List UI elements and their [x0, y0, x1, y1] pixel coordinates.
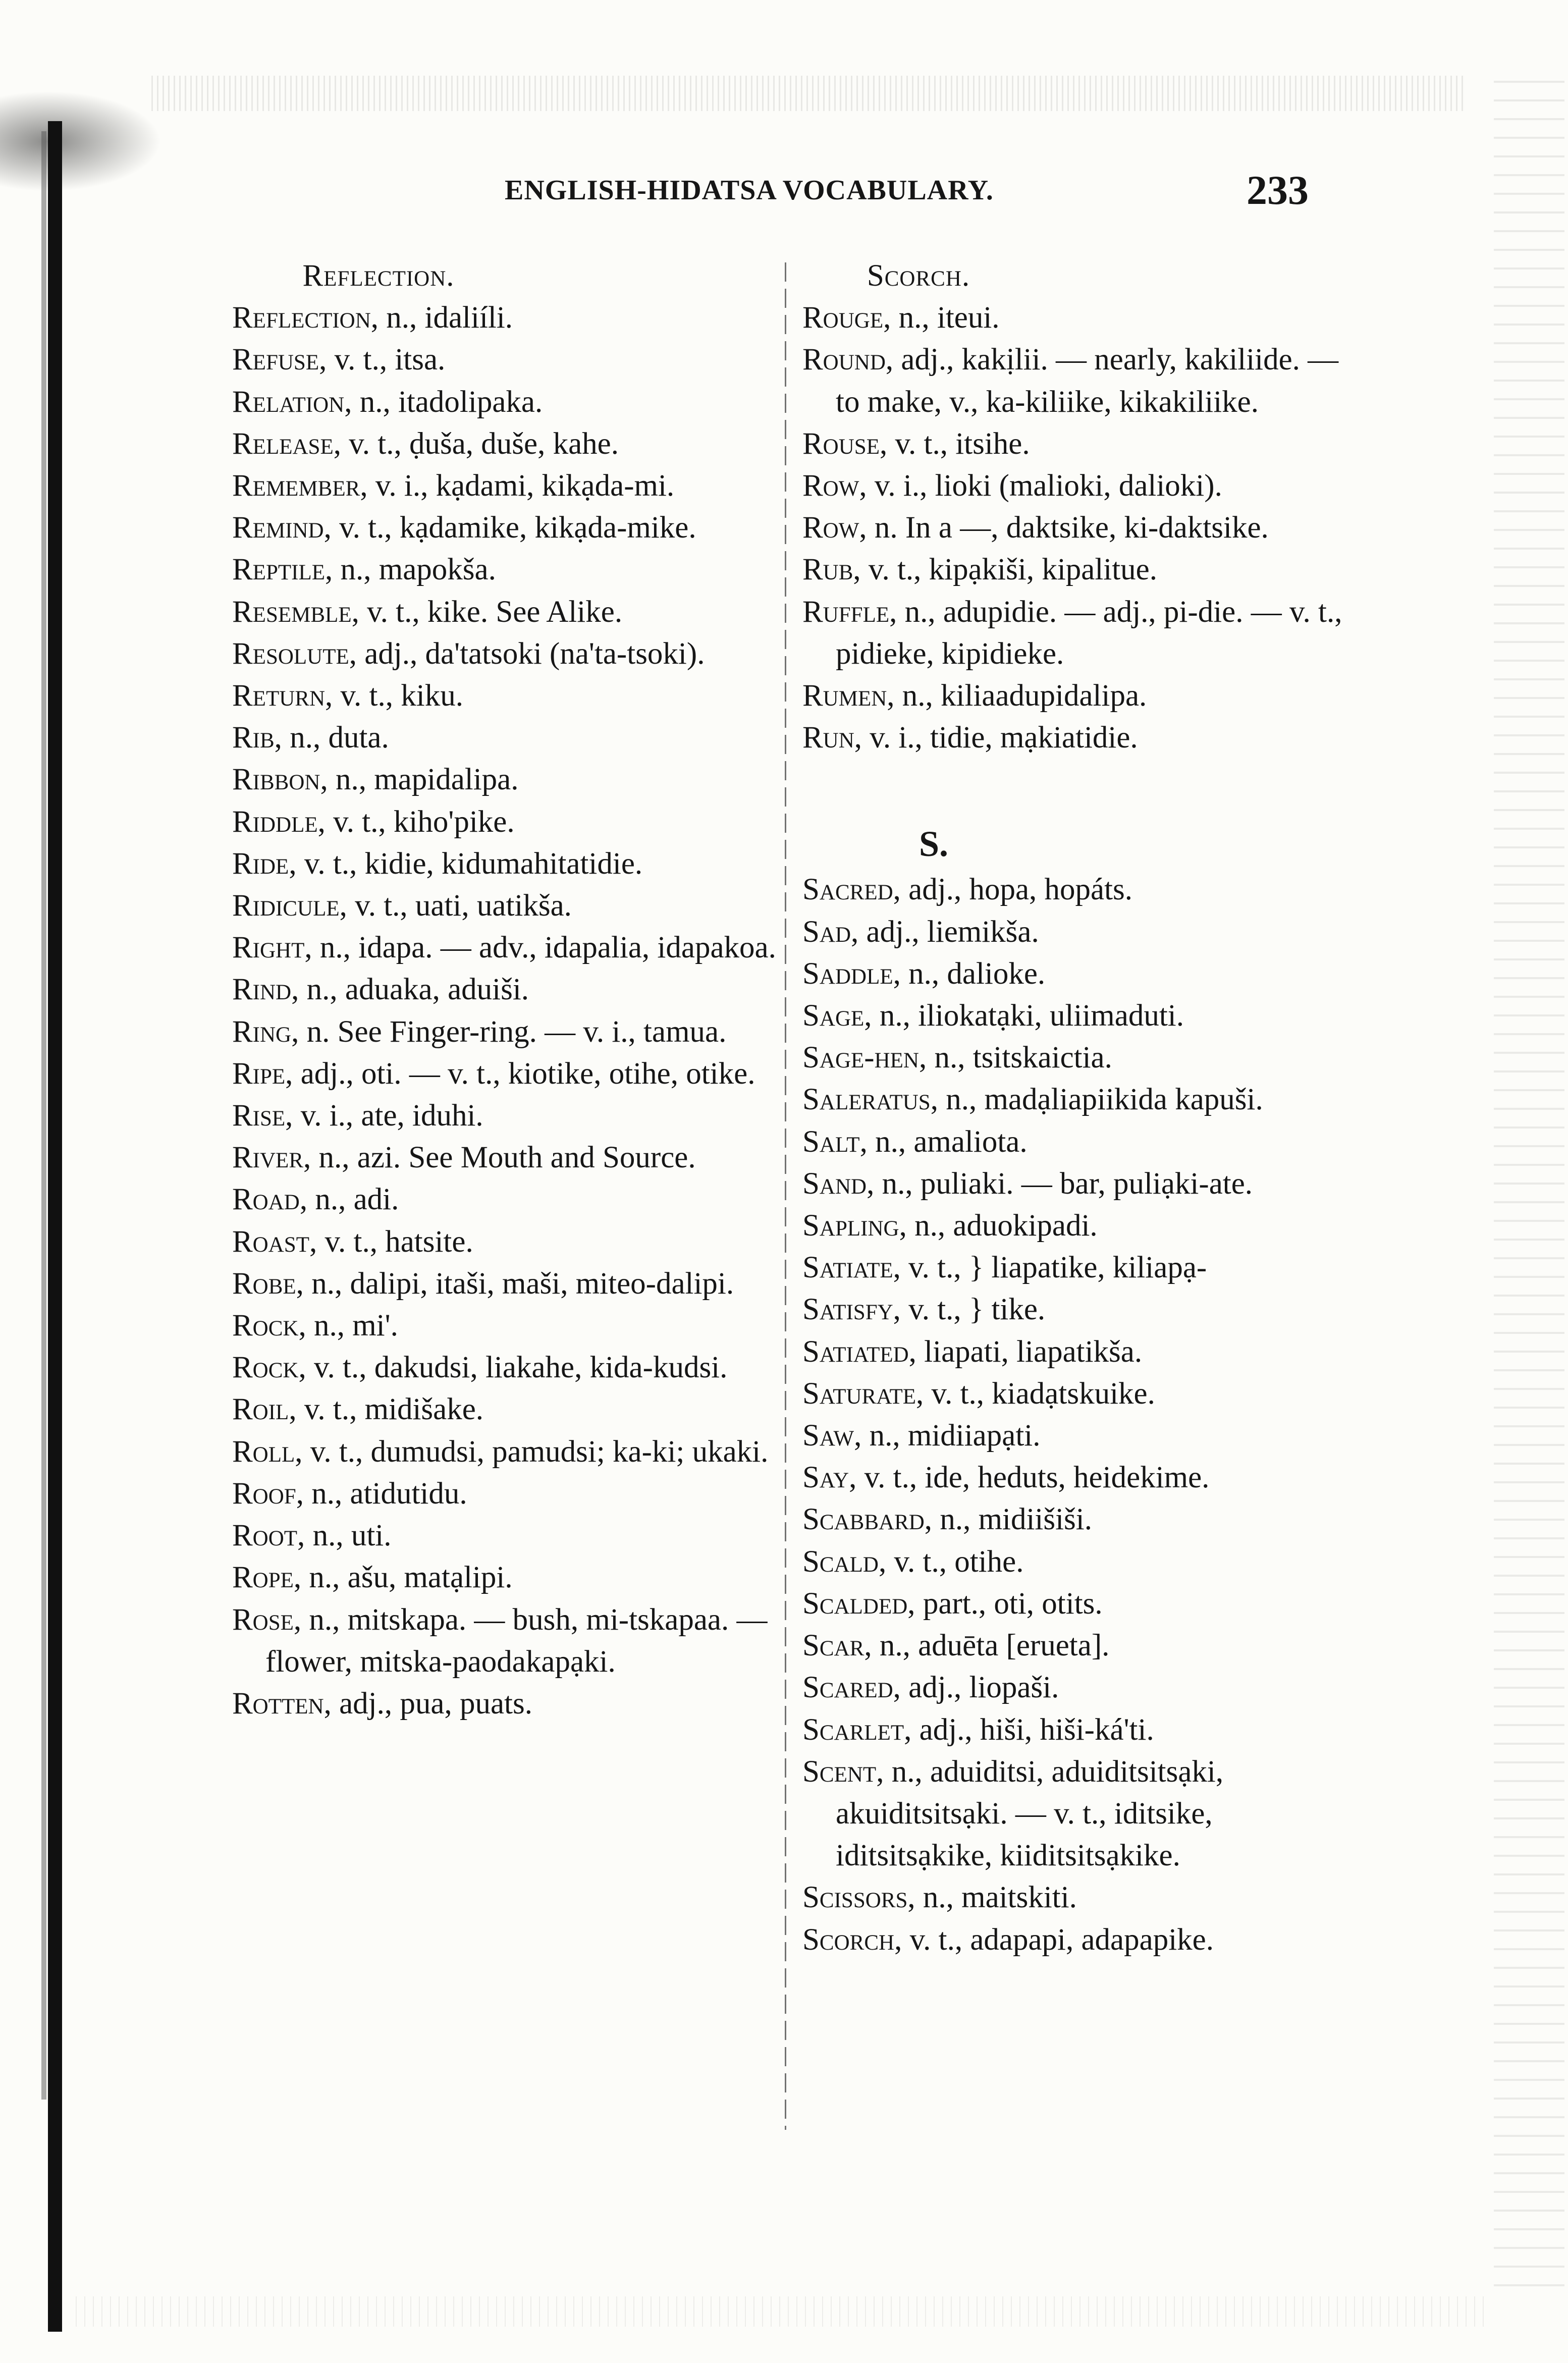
dictionary-entry [232, 1178, 777, 1220]
entry-definition: n., duta. [282, 721, 389, 755]
guide-word: Reflection. [302, 259, 455, 293]
dictionary-entry [802, 953, 1347, 995]
dictionary-entry [232, 381, 777, 423]
entry-headword: Ride, [232, 846, 297, 881]
entry-headword: Scalded, [802, 1586, 915, 1621]
entry-headword: Rotten, [232, 1686, 332, 1721]
dictionary-entry [232, 465, 777, 507]
entry-definition: v. t., midišake. [296, 1392, 484, 1427]
dictionary-entry [232, 1137, 777, 1178]
dictionary-entry [232, 1431, 777, 1473]
dictionary-entry [802, 339, 1347, 422]
entry-definition: v. t., } tike. [900, 1293, 1046, 1327]
guide-word: Scorch. [867, 259, 970, 293]
entry-headword: Sand, [802, 1166, 875, 1201]
entry-headword: Scar, [802, 1629, 872, 1663]
entry-definition: n., aduaka, aduiši. [299, 973, 529, 1007]
entry-headword: Root, [232, 1519, 305, 1553]
entry-headword: Round, [802, 343, 894, 377]
entry-definition: n., dalipi, itaši, maši, miteo-dalipi. [303, 1266, 734, 1301]
entry-definition: n., mi'. [306, 1309, 398, 1343]
entry-definition: n., tsitskaictia. [927, 1041, 1112, 1075]
entry-headword: Roof, [232, 1476, 304, 1511]
entry-headword: Riddle, [232, 804, 326, 839]
entry-headword: Rind, [232, 973, 299, 1007]
entry-definition: v. i., kạdami, kikạda-mi. [367, 469, 675, 503]
entry-headword: Say, [802, 1461, 857, 1495]
dictionary-entry [802, 1037, 1347, 1079]
entry-definition: v. t., kiku. [333, 679, 463, 713]
entry-headword: Sage-hen, [802, 1041, 927, 1075]
entry-headword: Resolute, [232, 636, 357, 671]
entry-definition: n., dalioke. [900, 956, 1046, 991]
entry-headword: Row, [802, 469, 867, 503]
entry-definition: n., mapokša. [333, 553, 496, 587]
entry-headword: Ring, [232, 1014, 299, 1049]
entry-headword: Satisfy, [802, 1293, 901, 1327]
page-number: 233 [1247, 167, 1309, 213]
dictionary-entry [802, 465, 1347, 507]
dictionary-entry [232, 675, 777, 717]
entry-definition: v. t., dumudsi, pamudsi; ka-ki; ukaki. [302, 1434, 769, 1469]
entry-definition: v. t., dakudsi, liakahe, kida-kudsi. [306, 1351, 728, 1385]
entry-headword: Roll, [232, 1434, 303, 1469]
dictionary-entry [232, 1515, 777, 1556]
dictionary-entry [802, 423, 1347, 465]
entry-definition: n., idaliíli. [379, 301, 513, 335]
entry-definition: part., oti, otits. [915, 1586, 1103, 1621]
dictionary-entry [232, 1347, 777, 1388]
entry-definition: v. t., kiho'pike. [325, 804, 515, 839]
entry-headword: Scared, [802, 1671, 901, 1705]
entry-definition: n., mapidalipa. [328, 763, 519, 797]
dictionary-entry [802, 297, 1347, 339]
entry-definition: v. t., ḍuša, duše, kahe. [341, 426, 619, 461]
dictionary-entry [802, 1583, 1347, 1625]
entry-headword: Return, [232, 679, 333, 713]
dictionary-entry [802, 1709, 1347, 1751]
entry-headword: Sacred, [802, 873, 901, 907]
entry-headword: Rise, [232, 1099, 293, 1133]
entry-headword: Resemble, [232, 595, 359, 629]
entry-headword: Rock, [232, 1351, 306, 1385]
entry-definition: adj., pua, puats. [331, 1686, 532, 1721]
dictionary-entry [232, 1221, 777, 1263]
dictionary-entry [232, 1263, 777, 1305]
entry-definition: n., maitskiti. [915, 1881, 1077, 1915]
entry-definition: v. t., kike. See Alike. [359, 595, 623, 629]
entry-headword: Roil, [232, 1392, 297, 1427]
entry-definition: v. t., kiadạtskuike. [924, 1376, 1155, 1411]
dictionary-entry [232, 1305, 777, 1347]
entry-headword: Ribbon, [232, 763, 328, 797]
entry-definition: n., midiišiši. [932, 1502, 1092, 1537]
entry-definition: v. t., uati, uatikša. [347, 889, 572, 923]
dictionary-entry [802, 911, 1347, 953]
entry-headword: Relation, [232, 385, 352, 419]
entry-definition: adj., kakịlii. — nearly, kakiliide. — to make, v., ka-kiliike, kikakiliike. [836, 343, 1339, 419]
entry-headword: Release, [232, 426, 341, 461]
dictionary-entry [802, 1751, 1347, 1877]
entry-definition: n., uti. [305, 1519, 392, 1553]
entry-headword: Run, [802, 721, 862, 755]
entry-definition: n., amaliota. [867, 1124, 1028, 1159]
dictionary-entry [802, 1163, 1347, 1205]
entry-headword: Ruffle, [802, 595, 897, 629]
dictionary-entry [232, 549, 777, 590]
entry-headword: Sapling, [802, 1209, 907, 1243]
entry-definition: v. t., otihe. [886, 1544, 1024, 1579]
entry-headword: Scabbard, [802, 1502, 933, 1537]
dictionary-entry [802, 1541, 1347, 1583]
entry-definition: v. t., itsihe. [887, 426, 1030, 461]
entry-definition: adj., liopaši. [900, 1671, 1059, 1705]
entry-headword: Scissors, [802, 1881, 915, 1915]
entry-headword: Roast, [232, 1224, 317, 1259]
dictionary-entry [802, 675, 1347, 717]
entry-headword: Scarlet, [802, 1712, 912, 1747]
dictionary-entry [232, 1556, 777, 1598]
entry-headword: Rub, [802, 553, 861, 587]
entry-headword: Satiate, [802, 1251, 901, 1285]
entry-definition: n., azi. See Mouth and Source. [311, 1141, 696, 1175]
dictionary-entry [232, 969, 777, 1010]
dictionary-entry [802, 1498, 1347, 1540]
entry-definition: v. i., lioki (malioki, dalioki). [867, 469, 1222, 503]
entry-headword: Remind, [232, 511, 332, 545]
dictionary-entry [232, 591, 777, 633]
entry-definition: liapati, liapatikša. [916, 1334, 1143, 1369]
dictionary-entry [802, 1247, 1347, 1288]
entry-definition: adj., da'tatsoki (na'ta-tsoki). [357, 636, 705, 671]
dictionary-entry [232, 423, 777, 465]
dictionary-entry [802, 1457, 1347, 1498]
entry-definition: adj., oti. — v. t., kiotike, otihe, otike. [293, 1056, 755, 1091]
entry-definition: n., midiiapạti. [861, 1419, 1041, 1453]
left-column [232, 255, 777, 1725]
entry-definition: adj., liemikša. [858, 915, 1039, 949]
dictionary-entry [802, 1373, 1347, 1415]
dictionary-entry [802, 995, 1347, 1037]
dictionary-entry [802, 1667, 1347, 1708]
entry-definition: v. t., kidie, kidumahitatidie. [296, 846, 643, 881]
entry-definition: n., adi. [307, 1183, 399, 1217]
entry-headword: Sage, [802, 999, 872, 1033]
dictionary-entry [802, 1415, 1347, 1457]
dictionary-entry [232, 1053, 777, 1095]
dictionary-entry [232, 717, 777, 759]
entry-headword: Ridicule, [232, 889, 347, 923]
entry-headword: Rope, [232, 1561, 302, 1595]
dictionary-entry [802, 507, 1347, 549]
entry-definition: v. t., } liapatike, kiliapạ- [900, 1251, 1207, 1285]
binding-edge [48, 121, 62, 2332]
entry-headword: Salt, [802, 1124, 868, 1159]
dictionary-entry [802, 1331, 1347, 1373]
binding-shadow [41, 131, 46, 2100]
entry-headword: Scorch, [802, 1922, 902, 1957]
entry-definition: n., puliaki. — bar, puliạki-ate. [874, 1166, 1253, 1201]
entry-definition: adj., hiši, hiši-ká'ti. [911, 1712, 1154, 1747]
entry-headword: Refuse, [232, 343, 327, 377]
dictionary-entry [232, 1473, 777, 1515]
entry-definition: n., aduēta [erueta]. [872, 1629, 1110, 1663]
entry-headword: Saw, [802, 1419, 862, 1453]
entry-headword: Rouse, [802, 426, 888, 461]
entry-list [802, 869, 1347, 1960]
dictionary-entry [232, 927, 777, 969]
entry-definition: n. See Finger-ring. — v. i., tamua. [299, 1014, 727, 1049]
entry-definition: n. In a —, daktsike, ki-daktsike. [867, 511, 1269, 545]
entry-definition: n., adupidie. — adj., pi-die. — v. t., pidieke, kipidieke. [836, 595, 1342, 671]
entry-definition: n., aduokipadi. [906, 1209, 1098, 1243]
entry-headword: Ripe, [232, 1056, 293, 1091]
entry-headword: Road, [232, 1183, 308, 1217]
dictionary-entry [232, 1095, 777, 1137]
entry-definition: n., madạliapiikida kapuši. [938, 1083, 1263, 1117]
dictionary-entry [232, 885, 777, 927]
scan-noise-top [151, 76, 1464, 111]
entry-headword: Reptile, [232, 553, 333, 587]
entry-definition: v. t., itsa. [327, 343, 446, 377]
dictionary-entry [232, 507, 777, 549]
dictionary-entry [232, 1011, 777, 1053]
entry-headword: Sad, [802, 915, 859, 949]
dictionary-entry [802, 1876, 1347, 1918]
section-letter: S. [918, 824, 949, 865]
entry-definition: v. t., hatsite. [317, 1224, 473, 1259]
entry-headword: Satiated, [802, 1334, 916, 1369]
entry-definition: n., iliokatạki, uliimaduti. [872, 999, 1184, 1033]
dictionary-entry [232, 759, 777, 800]
entry-headword: Saddle, [802, 956, 901, 991]
entry-headword: River, [232, 1141, 311, 1175]
entry-headword: Row, [802, 511, 867, 545]
entry-list [232, 297, 777, 1725]
entry-list [802, 297, 1347, 759]
entry-definition: n., iteui. [891, 301, 1000, 335]
entry-headword: Saturate, [802, 1376, 924, 1411]
entry-definition: n., atidutidu. [303, 1476, 467, 1511]
dictionary-entry [232, 297, 777, 339]
entry-definition: v. i., ate, iduhi. [293, 1099, 483, 1133]
dictionary-entry [802, 869, 1347, 910]
right-column [802, 255, 1347, 1961]
entry-definition: n., itadolipaka. [352, 385, 543, 419]
entry-headword: Remember, [232, 469, 368, 503]
entry-headword: Rose, [232, 1602, 302, 1637]
dictionary-entry [802, 591, 1347, 675]
entry-headword: Right, [232, 931, 312, 965]
running-head: ENGLISH-HIDATSA VOCABULARY. [505, 175, 994, 206]
entry-definition: adj., hopa, hopáts. [900, 873, 1133, 907]
entry-definition: v. t., ide, heduts, heidekime. [856, 1461, 1210, 1495]
entry-headword: Robe, [232, 1266, 304, 1301]
entry-definition: n., idapa. — adv., idapalia, idapakoa. [312, 931, 776, 965]
section-gap [802, 759, 1347, 819]
entry-headword: Reflection, [232, 301, 379, 335]
entry-headword: Rib, [232, 721, 282, 755]
scan-noise-bottom [76, 2296, 1489, 2327]
dictionary-entry [802, 717, 1347, 759]
entry-headword: Scald, [802, 1544, 887, 1579]
dictionary-entry [232, 633, 777, 675]
column-divider [785, 262, 786, 2130]
dictionary-entry [802, 1919, 1347, 1961]
entry-definition: n., aduiditsi, aduiditsitsạki, akuiditsitsạki. — v. t., iditsike, iditsitsạkike, kiiditsitsạkike. [836, 1754, 1224, 1873]
entry-definition: v. t., kipạkiši, kipalitue. [860, 553, 1158, 587]
dictionary-entry [802, 1625, 1347, 1667]
dictionary-entry [232, 339, 777, 381]
scan-noise-right [1494, 81, 1564, 2301]
dictionary-entry [802, 1205, 1347, 1247]
entry-definition: v. t., kạdamike, kikạda-mike. [331, 511, 696, 545]
entry-headword: Rock, [232, 1309, 306, 1343]
dictionary-entry [802, 1079, 1347, 1120]
entry-definition: n., mitskapa. — bush, mi-tskapaa. — flower, mitska-paodakapạki. [265, 1602, 768, 1679]
entry-definition: v. t., adapapi, adapapike. [902, 1922, 1214, 1957]
dictionary-entry [232, 801, 777, 843]
entry-definition: n., ašu, matạlipi. [301, 1561, 513, 1595]
entry-definition: n., kiliaadupidalipa. [894, 679, 1147, 713]
dictionary-entry [802, 549, 1347, 590]
entry-definition: v. i., tidie, mạkiatidie. [862, 721, 1138, 755]
dictionary-entry [802, 1288, 1347, 1330]
dictionary-entry [232, 1683, 777, 1725]
entry-headword: Rumen, [802, 679, 895, 713]
dictionary-entry [802, 1121, 1347, 1163]
scan-shadow [0, 91, 161, 192]
entry-headword: Rouge, [802, 301, 891, 335]
dictionary-entry [232, 843, 777, 885]
entry-headword: Saleratus, [802, 1083, 938, 1117]
entry-headword: Scent, [802, 1754, 884, 1789]
dictionary-entry [232, 1599, 777, 1683]
dictionary-entry [232, 1388, 777, 1430]
